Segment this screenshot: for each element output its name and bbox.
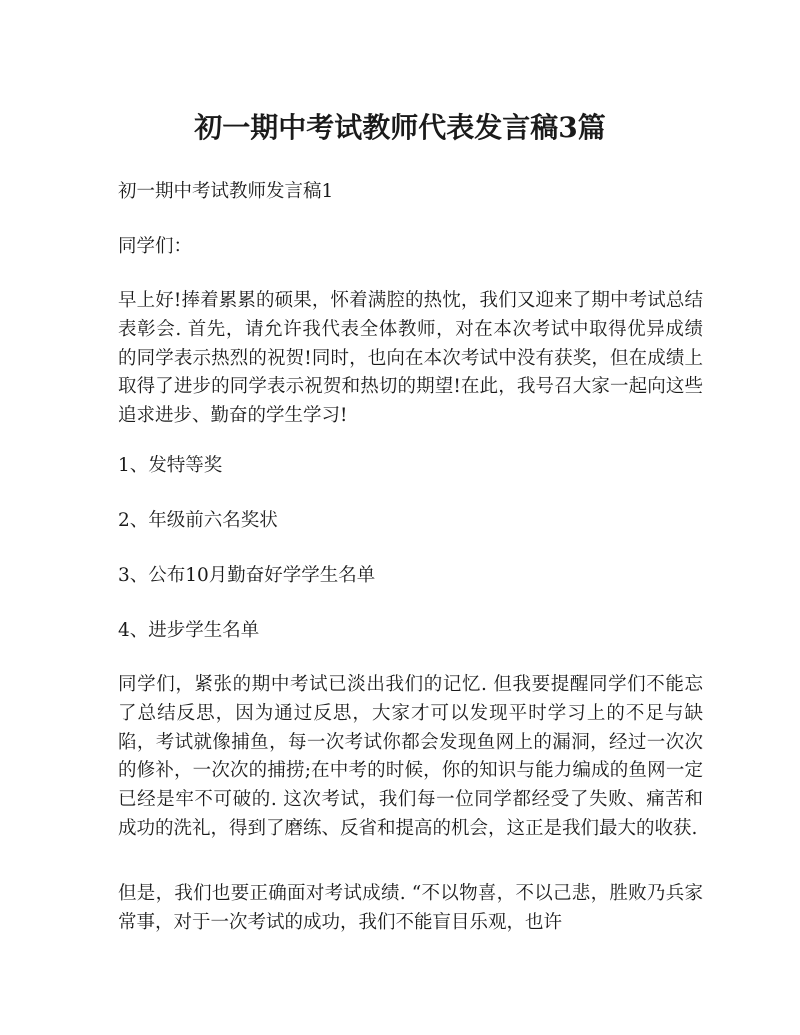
paragraph-attitude: 但是，我们也要正确面对考试成绩. “不以物喜，不以己悲，胜败乃兵家常事，对于一次考试的成功，我们不能盲目乐观，也许 xyxy=(118,883,703,933)
list-item: 3、公布10月勤奋好学学生名单 xyxy=(118,565,376,586)
document-title: 初一期中考试教师代表发言稿3篇 xyxy=(194,111,606,144)
list-item: 4、进步学生名单 xyxy=(118,620,260,641)
list-item: 1、发特等奖 xyxy=(118,455,223,476)
section-subtitle: 初一期中考试教师发言稿1 xyxy=(118,181,334,202)
paragraph-opening: 早上好!捧着累累的硕果，怀着满腔的热忱，我们又迎来了期中考试总结表彰会. 首先，请允许我代表全体教师，对在本次考试中取得优异成绩的同学表示热烈的祝贺!同时，也向在本次考试中没有获奖，但在成绩上取得了进步的同学表示祝贺和热切的期望!在此，我号召大家一起向这些追求进步、勤奋的学生学习! xyxy=(118,290,703,427)
list-item: 2、年级前六名奖状 xyxy=(118,510,278,531)
paragraph-reflection: 同学们，紧张的期中考试已淡出我们的记忆. 但我要提醒同学们不能忘了总结反思，因为通过反思，大家才可以发现平时学习上的不足与缺陷，考试就像捕鱼，每一次考试你都会发现鱼网上的漏洞，经过一次次的修补，一次次的捕捞;在中考的时候，你的知识与能力编成的鱼网一定已经是牢不可破的. 这次考试，我们每一位同学都经受了失败、痛苦和成功的洗礼，得到了磨练、反省和提高的机会，这正是我们最大的收获. xyxy=(118,674,703,839)
greeting: 同学们： xyxy=(118,236,193,257)
